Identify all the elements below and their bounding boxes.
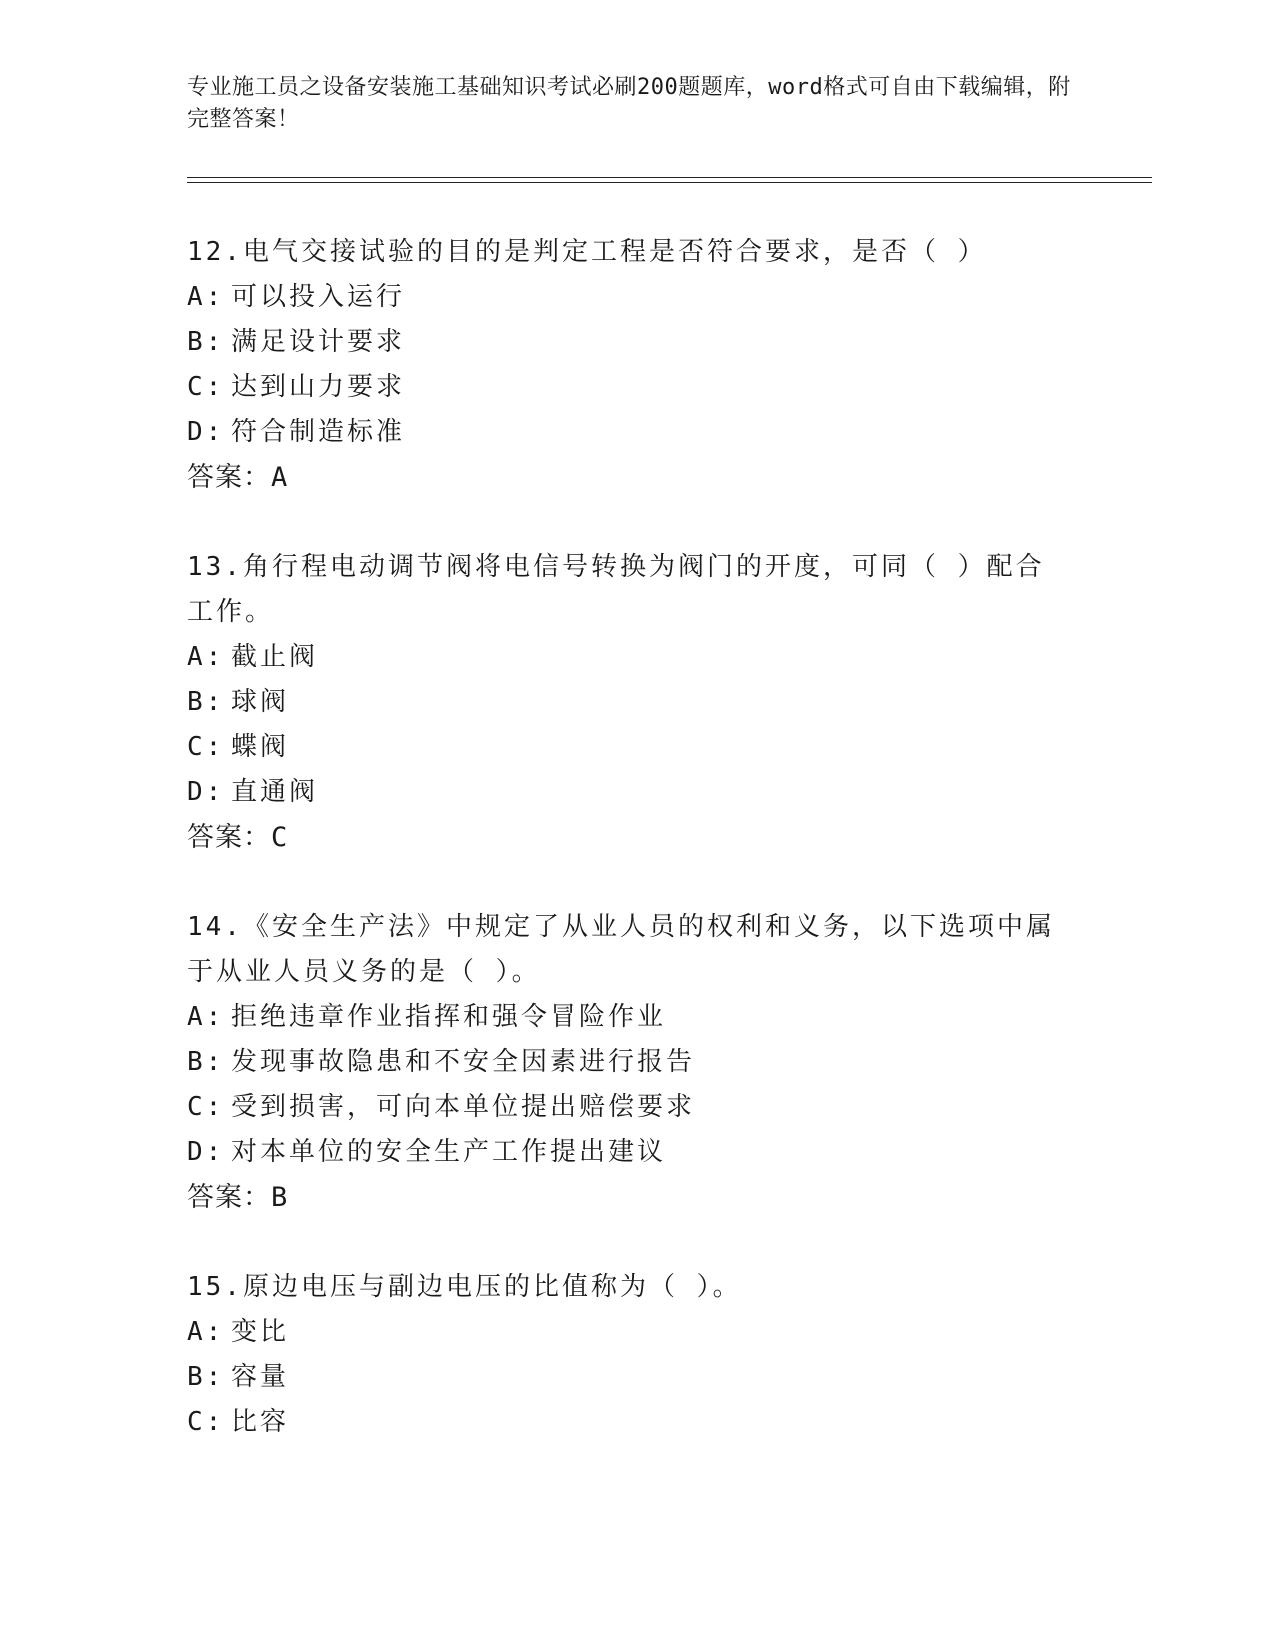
question-15 <box>187 1265 1087 1445</box>
option-b: B: 容量 <box>187 1362 290 1392</box>
question-stem: 13.角行程电动调节阀将电信号转换为阀门的开度，可同（ ）配合工作。 <box>187 552 1045 627</box>
option-a: A: 变比 <box>187 1317 290 1347</box>
option-a: A: 可以投入运行 <box>187 282 406 312</box>
header-rule-top <box>187 177 1152 178</box>
option-b: B: 满足设计要求 <box>187 327 406 357</box>
option-c: C: 受到损害，可向本单位提出赔偿要求 <box>187 1092 696 1122</box>
option-c: C: 达到山力要求 <box>187 372 406 402</box>
option-b: B: 球阀 <box>187 687 290 717</box>
option-c: C: 比容 <box>187 1407 290 1437</box>
answer: 答案：B <box>187 1182 289 1213</box>
question-stem: 12.电气交接试验的目的是判定工程是否符合要求，是否（ ） <box>187 237 987 267</box>
question-12 <box>187 230 1087 500</box>
option-b: B: 发现事故隐患和不安全因素进行报告 <box>187 1047 696 1077</box>
option-c: C: 蝶阀 <box>187 732 290 762</box>
document-header: 专业施工员之设备安装施工基础知识考试必刷200题题库，word格式可自由下载编辑，附完整答案！ <box>187 75 1071 132</box>
question-13 <box>187 545 1087 860</box>
option-d: D: 符合制造标准 <box>187 417 406 447</box>
question-stem: 14.《安全生产法》中规定了从业人员的权利和义务，以下选项中属于从业人员义务的是（ ）。 <box>187 912 1055 987</box>
question-14 <box>187 905 1087 1220</box>
option-a: A: 拒绝违章作业指挥和强令冒险作业 <box>187 1002 667 1032</box>
option-d: D: 对本单位的安全生产工作提出建议 <box>187 1137 667 1167</box>
option-d: D: 直通阀 <box>187 777 319 807</box>
header-rule-bottom <box>187 182 1152 183</box>
answer: 答案：A <box>187 462 289 493</box>
option-a: A: 截止阀 <box>187 642 319 672</box>
question-stem: 15.原边电压与副边电压的比值称为（ ）。 <box>187 1272 742 1302</box>
answer: 答案：C <box>187 822 289 853</box>
